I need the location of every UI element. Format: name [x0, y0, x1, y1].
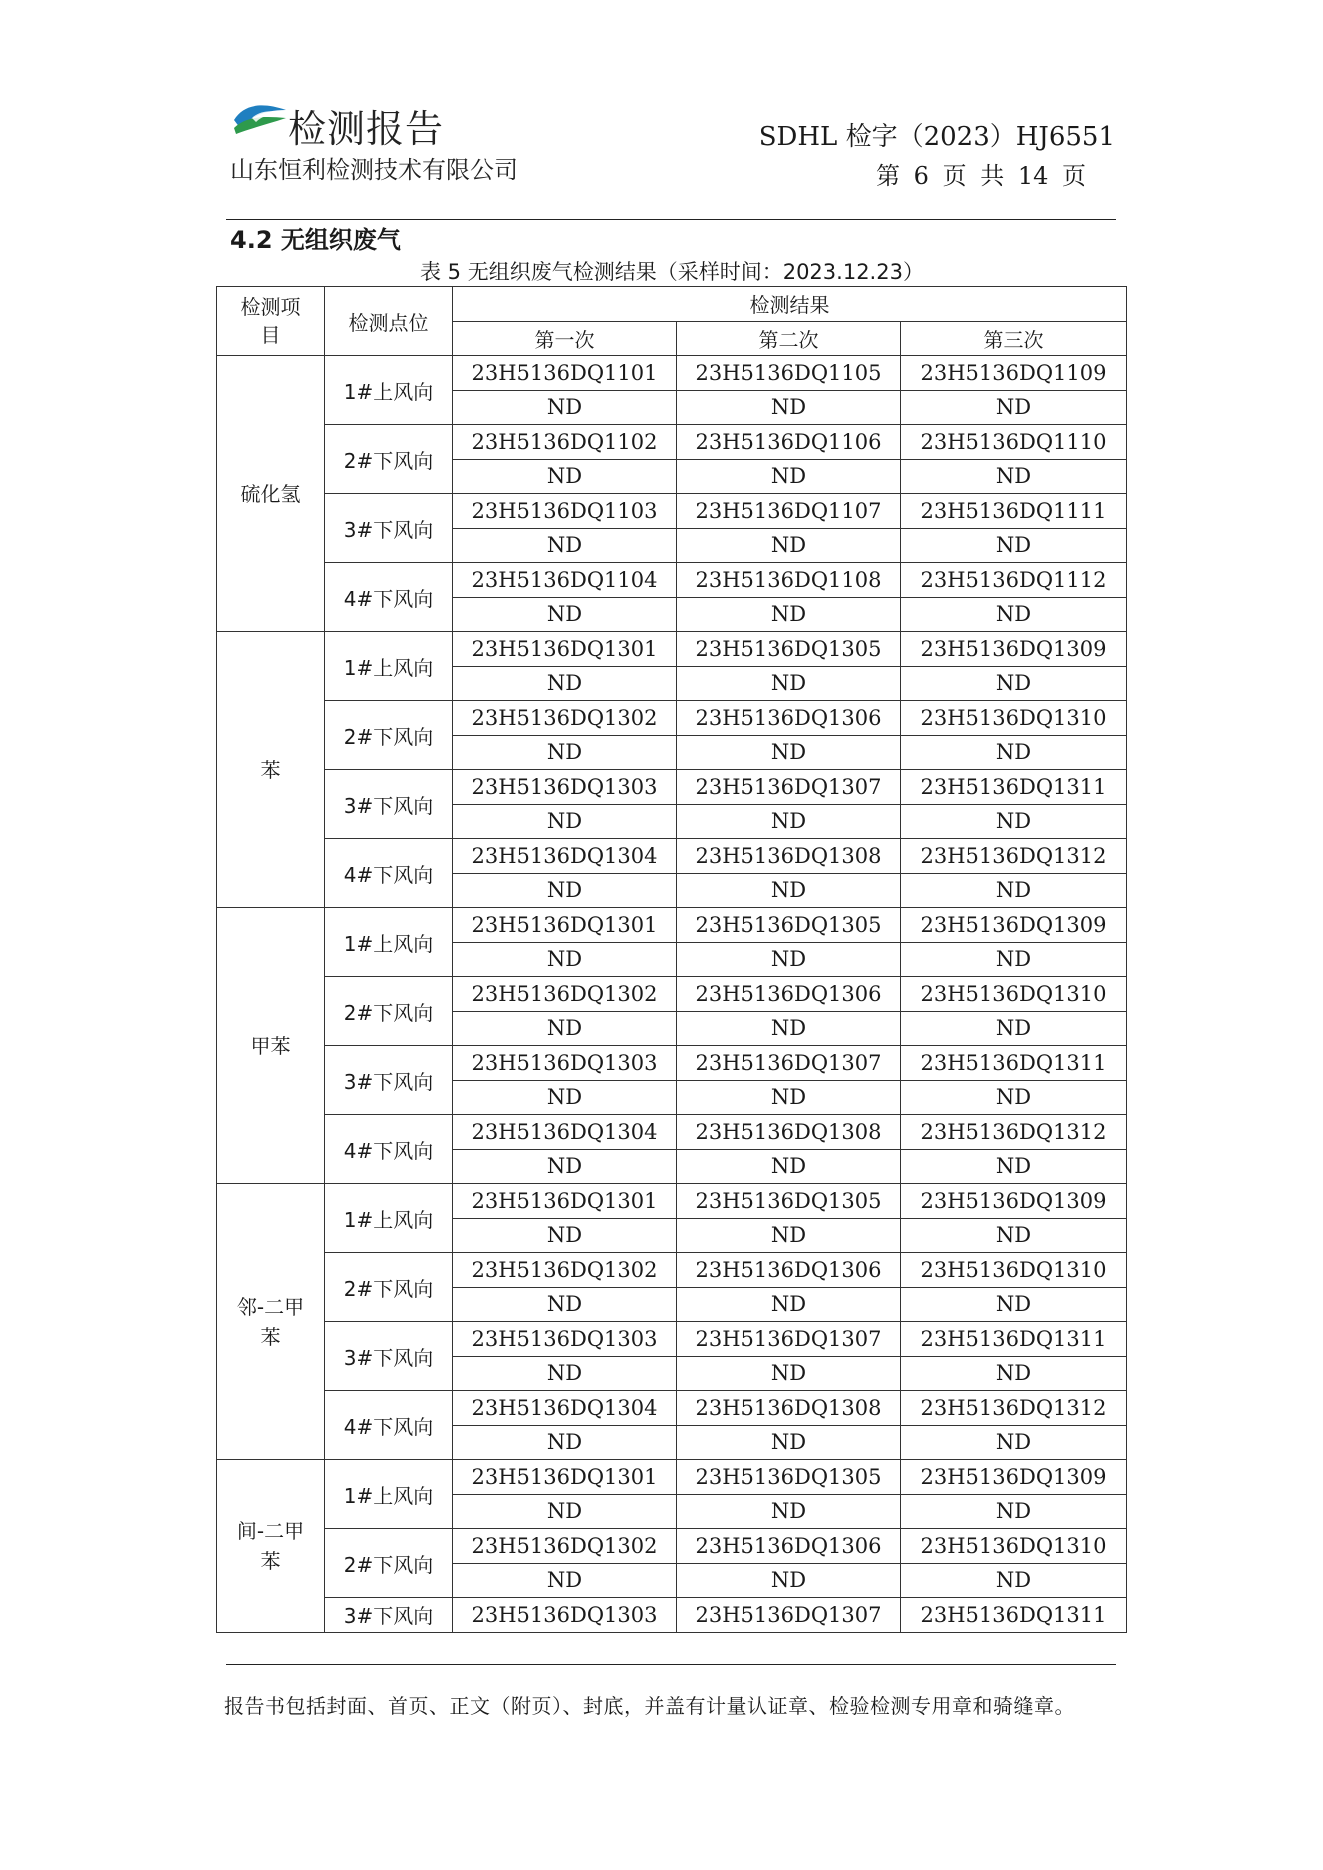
- sample-id-cell: 23H5136DQ1302: [453, 1253, 677, 1288]
- table-row: [217, 908, 1127, 943]
- table-row: [217, 839, 1127, 874]
- result-value-cell: ND: [453, 873, 677, 908]
- point-cell: 3#下风向: [325, 494, 453, 563]
- sample-id-cell: 23H5136DQ1301: [453, 1184, 677, 1219]
- sample-id-cell: 23H5136DQ1310: [901, 1253, 1127, 1288]
- table-row: [217, 1046, 1127, 1081]
- result-value-cell: ND: [901, 1080, 1127, 1115]
- sample-id-cell: 23H5136DQ1109: [901, 356, 1127, 391]
- result-value-cell: ND: [453, 1218, 677, 1253]
- point-cell: 2#下风向: [325, 977, 453, 1046]
- sample-id-cell: 23H5136DQ1112: [901, 563, 1127, 598]
- item-cell: 甲苯: [217, 908, 325, 1184]
- header-round-2: 第二次: [677, 321, 901, 356]
- sample-id-cell: 23H5136DQ1310: [901, 701, 1127, 736]
- page-info: 第 6 页 共 14 页: [876, 162, 1086, 190]
- table-row: [217, 770, 1127, 805]
- table-row: [217, 701, 1127, 736]
- point-cell: 2#下风向: [325, 1529, 453, 1598]
- result-value-cell: ND: [677, 390, 901, 425]
- result-value-cell: ND: [901, 1287, 1127, 1322]
- sample-id-cell: 23H5136DQ1311: [901, 1598, 1127, 1633]
- sample-id-cell: 23H5136DQ1106: [677, 425, 901, 460]
- table-row: [217, 494, 1127, 529]
- table-row: [217, 425, 1127, 460]
- result-value-cell: ND: [677, 1218, 901, 1253]
- results-table: [216, 286, 1127, 1633]
- sample-id-cell: 23H5136DQ1103: [453, 494, 677, 529]
- sample-id-cell: 23H5136DQ1311: [901, 770, 1127, 805]
- result-value-cell: ND: [453, 1356, 677, 1391]
- result-value-cell: ND: [453, 528, 677, 563]
- sample-id-cell: 23H5136DQ1304: [453, 1115, 677, 1150]
- point-cell: 4#下风向: [325, 1115, 453, 1184]
- sample-id-cell: 23H5136DQ1303: [453, 1598, 677, 1633]
- result-value-cell: ND: [677, 1080, 901, 1115]
- table-row: [217, 1391, 1127, 1426]
- sample-id-cell: 23H5136DQ1302: [453, 977, 677, 1012]
- sample-id-cell: 23H5136DQ1306: [677, 701, 901, 736]
- sample-id-cell: 23H5136DQ1302: [453, 701, 677, 736]
- table-row: [217, 1598, 1127, 1633]
- point-cell: 1#上风向: [325, 908, 453, 977]
- point-cell: 1#上风向: [325, 632, 453, 701]
- result-value-cell: ND: [677, 597, 901, 632]
- sample-id-cell: 23H5136DQ1105: [677, 356, 901, 391]
- result-value-cell: ND: [901, 390, 1127, 425]
- table-caption: 表 5 无组织废气检测结果（采样时间：2023.12.23）: [420, 260, 924, 284]
- sample-id-cell: 23H5136DQ1303: [453, 1322, 677, 1357]
- point-cell: 3#下风向: [325, 1322, 453, 1391]
- result-value-cell: ND: [677, 1425, 901, 1460]
- result-value-cell: ND: [453, 1425, 677, 1460]
- sample-id-cell: 23H5136DQ1308: [677, 1115, 901, 1150]
- result-value-cell: ND: [677, 1011, 901, 1046]
- header-item: 检测项目: [217, 287, 325, 356]
- sample-id-cell: 23H5136DQ1104: [453, 563, 677, 598]
- result-value-cell: ND: [453, 390, 677, 425]
- sample-id-cell: 23H5136DQ1306: [677, 1253, 901, 1288]
- result-value-cell: ND: [453, 1011, 677, 1046]
- sample-id-cell: 23H5136DQ1303: [453, 1046, 677, 1081]
- result-value-cell: ND: [453, 666, 677, 701]
- result-value-cell: ND: [453, 804, 677, 839]
- result-value-cell: ND: [677, 459, 901, 494]
- item-cell: 硫化氢: [217, 356, 325, 632]
- point-cell: 2#下风向: [325, 1253, 453, 1322]
- result-value-cell: ND: [901, 1011, 1127, 1046]
- header-point: 检测点位: [325, 287, 453, 356]
- table-row: [217, 1322, 1127, 1357]
- header-results: 检测结果: [453, 287, 1127, 322]
- sample-id-cell: 23H5136DQ1301: [453, 908, 677, 943]
- footer-note: 报告书包括封面、首页、正文（附页）、封底，并盖有计量认证章、检验检测专用章和骑缝章。: [224, 1694, 1075, 1718]
- result-value-cell: ND: [677, 666, 901, 701]
- result-value-cell: ND: [901, 597, 1127, 632]
- result-value-cell: ND: [677, 1287, 901, 1322]
- sample-id-cell: 23H5136DQ1312: [901, 839, 1127, 874]
- sample-id-cell: 23H5136DQ1305: [677, 1184, 901, 1219]
- result-value-cell: ND: [453, 597, 677, 632]
- item-cell: 间-二甲苯: [217, 1460, 325, 1633]
- result-value-cell: ND: [677, 942, 901, 977]
- header-round-3: 第三次: [901, 321, 1127, 356]
- result-value-cell: ND: [453, 1494, 677, 1529]
- point-cell: 4#下风向: [325, 563, 453, 632]
- result-value-cell: ND: [677, 873, 901, 908]
- result-value-cell: ND: [677, 1494, 901, 1529]
- result-value-cell: ND: [901, 666, 1127, 701]
- result-value-cell: ND: [677, 1563, 901, 1598]
- point-cell: 2#下风向: [325, 701, 453, 770]
- sample-id-cell: 23H5136DQ1304: [453, 839, 677, 874]
- footer-divider: [226, 1664, 1116, 1665]
- point-cell: 1#上风向: [325, 1184, 453, 1253]
- sample-id-cell: 23H5136DQ1302: [453, 1529, 677, 1564]
- result-value-cell: ND: [901, 804, 1127, 839]
- result-value-cell: ND: [453, 1080, 677, 1115]
- results-body: [217, 356, 1127, 1633]
- item-cell: 苯: [217, 632, 325, 908]
- result-value-cell: ND: [453, 1149, 677, 1184]
- point-cell: 2#下风向: [325, 425, 453, 494]
- point-cell: 3#下风向: [325, 770, 453, 839]
- sample-id-cell: 23H5136DQ1107: [677, 494, 901, 529]
- sample-id-cell: 23H5136DQ1111: [901, 494, 1127, 529]
- result-value-cell: ND: [901, 1218, 1127, 1253]
- result-value-cell: ND: [453, 459, 677, 494]
- sample-id-cell: 23H5136DQ1110: [901, 425, 1127, 460]
- sample-id-cell: 23H5136DQ1108: [677, 563, 901, 598]
- header-round-1: 第一次: [453, 321, 677, 356]
- report-title: 检测报告: [288, 107, 445, 151]
- result-value-cell: ND: [901, 528, 1127, 563]
- result-value-cell: ND: [453, 942, 677, 977]
- result-value-cell: ND: [901, 1425, 1127, 1460]
- sample-id-cell: 23H5136DQ1312: [901, 1115, 1127, 1150]
- sample-id-cell: 23H5136DQ1303: [453, 770, 677, 805]
- sample-id-cell: 23H5136DQ1301: [453, 632, 677, 667]
- table-row: [217, 1460, 1127, 1495]
- table-row: [217, 1529, 1127, 1564]
- result-value-cell: ND: [901, 1563, 1127, 1598]
- sample-id-cell: 23H5136DQ1308: [677, 1391, 901, 1426]
- sample-id-cell: 23H5136DQ1306: [677, 977, 901, 1012]
- sample-id-cell: 23H5136DQ1309: [901, 1184, 1127, 1219]
- table-row: [217, 563, 1127, 598]
- result-value-cell: ND: [453, 1563, 677, 1598]
- point-cell: 1#上风向: [325, 1460, 453, 1529]
- point-cell: 4#下风向: [325, 1391, 453, 1460]
- sample-id-cell: 23H5136DQ1307: [677, 770, 901, 805]
- company-logo-icon: [232, 98, 288, 136]
- sample-id-cell: 23H5136DQ1309: [901, 632, 1127, 667]
- point-cell: 1#上风向: [325, 356, 453, 425]
- sample-id-cell: 23H5136DQ1305: [677, 908, 901, 943]
- sample-id-cell: 23H5136DQ1301: [453, 1460, 677, 1495]
- result-value-cell: ND: [677, 1356, 901, 1391]
- sample-id-cell: 23H5136DQ1311: [901, 1322, 1127, 1357]
- result-value-cell: ND: [901, 459, 1127, 494]
- sample-id-cell: 23H5136DQ1307: [677, 1598, 901, 1633]
- sample-id-cell: 23H5136DQ1304: [453, 1391, 677, 1426]
- result-value-cell: ND: [677, 735, 901, 770]
- sample-id-cell: 23H5136DQ1310: [901, 977, 1127, 1012]
- table-row: [217, 977, 1127, 1012]
- table-row: [217, 1115, 1127, 1150]
- result-value-cell: ND: [901, 1494, 1127, 1529]
- table-row: [217, 1253, 1127, 1288]
- point-cell: 3#下风向: [325, 1046, 453, 1115]
- item-cell: 邻-二甲苯: [217, 1184, 325, 1460]
- table-row: [217, 356, 1127, 391]
- table-row: [217, 632, 1127, 667]
- sample-id-cell: 23H5136DQ1309: [901, 1460, 1127, 1495]
- table-row: [217, 1184, 1127, 1219]
- sample-id-cell: 23H5136DQ1310: [901, 1529, 1127, 1564]
- sample-id-cell: 23H5136DQ1312: [901, 1391, 1127, 1426]
- sample-id-cell: 23H5136DQ1305: [677, 632, 901, 667]
- result-value-cell: ND: [901, 873, 1127, 908]
- result-value-cell: ND: [677, 804, 901, 839]
- sample-id-cell: 23H5136DQ1305: [677, 1460, 901, 1495]
- sample-id-cell: 23H5136DQ1307: [677, 1046, 901, 1081]
- sample-id-cell: 23H5136DQ1309: [901, 908, 1127, 943]
- sample-id-cell: 23H5136DQ1102: [453, 425, 677, 460]
- point-cell: 3#下风向: [325, 1598, 453, 1633]
- result-value-cell: ND: [677, 1149, 901, 1184]
- result-value-cell: ND: [901, 735, 1127, 770]
- company-name: 山东恒利检测技术有限公司: [230, 156, 518, 184]
- sample-id-cell: 23H5136DQ1307: [677, 1322, 901, 1357]
- result-value-cell: ND: [901, 1149, 1127, 1184]
- sample-id-cell: 23H5136DQ1311: [901, 1046, 1127, 1081]
- point-cell: 4#下风向: [325, 839, 453, 908]
- sample-id-cell: 23H5136DQ1306: [677, 1529, 901, 1564]
- result-value-cell: ND: [677, 528, 901, 563]
- result-value-cell: ND: [453, 735, 677, 770]
- result-value-cell: ND: [453, 1287, 677, 1322]
- sample-id-cell: 23H5136DQ1101: [453, 356, 677, 391]
- sample-id-cell: 23H5136DQ1308: [677, 839, 901, 874]
- result-value-cell: ND: [901, 1356, 1127, 1391]
- report-number: SDHL 检字（2023）HJ6551: [758, 122, 1115, 152]
- section-heading: 4.2 无组织废气: [230, 226, 401, 254]
- result-value-cell: ND: [901, 942, 1127, 977]
